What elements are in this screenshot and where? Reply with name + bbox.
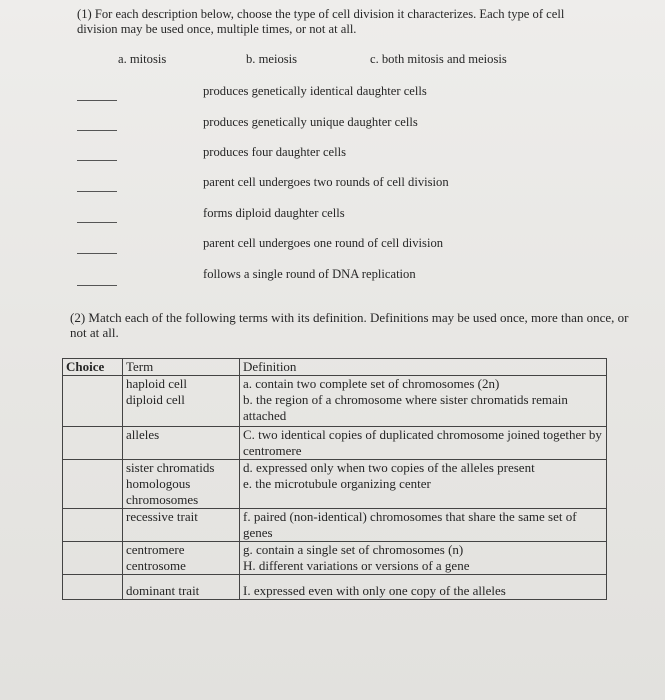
choice-cell[interactable]: [63, 460, 123, 509]
term-homologous-chromosomes: homologous chromosomes: [126, 476, 199, 507]
table-header-row: [63, 359, 607, 376]
answer-blank-2[interactable]: [77, 130, 117, 131]
statement-2: produces genetically unique daughter cells: [203, 115, 418, 129]
definition-c: C. two identical copies of duplicated chromosome joined together by centromere: [243, 427, 602, 458]
option-meiosis: b. meiosis: [246, 52, 298, 66]
term-cell: [123, 460, 240, 509]
term-cell: [123, 376, 240, 427]
question-1-prompt: (1) For each description below, choose the type of cell division it characterizes. Each type of cell division may be used once, multiple times, or not at all.: [77, 7, 565, 36]
choice-cell[interactable]: [63, 575, 123, 600]
statement-1: produces genetically identical daughter cells: [203, 84, 427, 98]
definition-cell: [240, 542, 607, 575]
term-haploid-cell: haploid cell: [126, 376, 188, 391]
choice-cell[interactable]: [63, 376, 123, 427]
definition-d: d. expressed only when two copies of the alleles present: [243, 460, 535, 475]
answer-blank-5[interactable]: [77, 222, 117, 223]
statement-3: produces four daughter cells: [203, 145, 347, 159]
term-recessive-trait: recessive trait: [126, 509, 198, 524]
choice-cell[interactable]: [63, 542, 123, 575]
term-cell: [123, 509, 240, 542]
option-mitosis: a. mitosis: [118, 52, 167, 66]
definition-cell: [240, 427, 607, 460]
term-dominant-trait: dominant trait: [126, 583, 200, 598]
header-term: Term: [123, 359, 240, 376]
term-centromere: centromere: [126, 542, 185, 557]
term-cell: [123, 427, 240, 460]
definition-a: a. contain two complete set of chromosomes (2n): [243, 376, 500, 391]
table-row: [63, 427, 607, 460]
table-row: [63, 542, 607, 575]
term-alleles: alleles: [126, 427, 160, 442]
term-centrosome: centrosome: [126, 558, 186, 573]
definition-cell: [240, 509, 607, 542]
answer-blank-3[interactable]: [77, 160, 117, 161]
term-cell: [123, 542, 240, 575]
answer-blank-1[interactable]: [77, 100, 117, 101]
answer-blank-4[interactable]: [77, 191, 117, 192]
definition-i: I. expressed even with only one copy of the alleles: [243, 583, 506, 598]
statement-6: parent cell undergoes one round of cell division: [203, 236, 444, 250]
definition-cell: [240, 575, 607, 600]
table-row: [63, 460, 607, 509]
answer-blank-6[interactable]: [77, 253, 117, 254]
definition-h: H. different variations or versions of a gene: [243, 558, 470, 573]
term-sister-chromatids: sister chromatids: [126, 460, 215, 475]
definition-b: b. the region of a chromosome where sister chromatids remain attached: [243, 392, 568, 423]
term-cell: [123, 575, 240, 600]
choice-cell[interactable]: [63, 509, 123, 542]
answer-blank-7[interactable]: [77, 285, 117, 286]
table-row: [63, 509, 607, 542]
statement-4: parent cell undergoes two rounds of cell division: [203, 175, 449, 189]
table-row: [63, 376, 607, 427]
choice-cell[interactable]: [63, 427, 123, 460]
statement-5: forms diploid daughter cells: [203, 206, 345, 220]
header-choice: Choice: [63, 359, 123, 376]
header-definition: Definition: [240, 359, 607, 376]
statement-7: follows a single round of DNA replication: [203, 267, 416, 281]
option-both: c. both mitosis and meiosis: [370, 52, 507, 66]
definition-e: e. the microtubule organizing center: [243, 476, 431, 491]
term-diploid-cell: diploid cell: [126, 392, 185, 407]
table-row: [63, 575, 607, 600]
definition-g: g. contain a single set of chromosomes (n): [243, 542, 464, 557]
question-2-prompt: (2) Match each of the following terms with its definition. Definitions may be used once, more than once, or not at all.: [70, 310, 629, 340]
definition-cell: [240, 376, 607, 427]
matching-table: [62, 358, 607, 600]
definition-cell: [240, 460, 607, 509]
definition-f: f. paired (non-identical) chromosomes that share the same set of genes: [243, 509, 577, 540]
